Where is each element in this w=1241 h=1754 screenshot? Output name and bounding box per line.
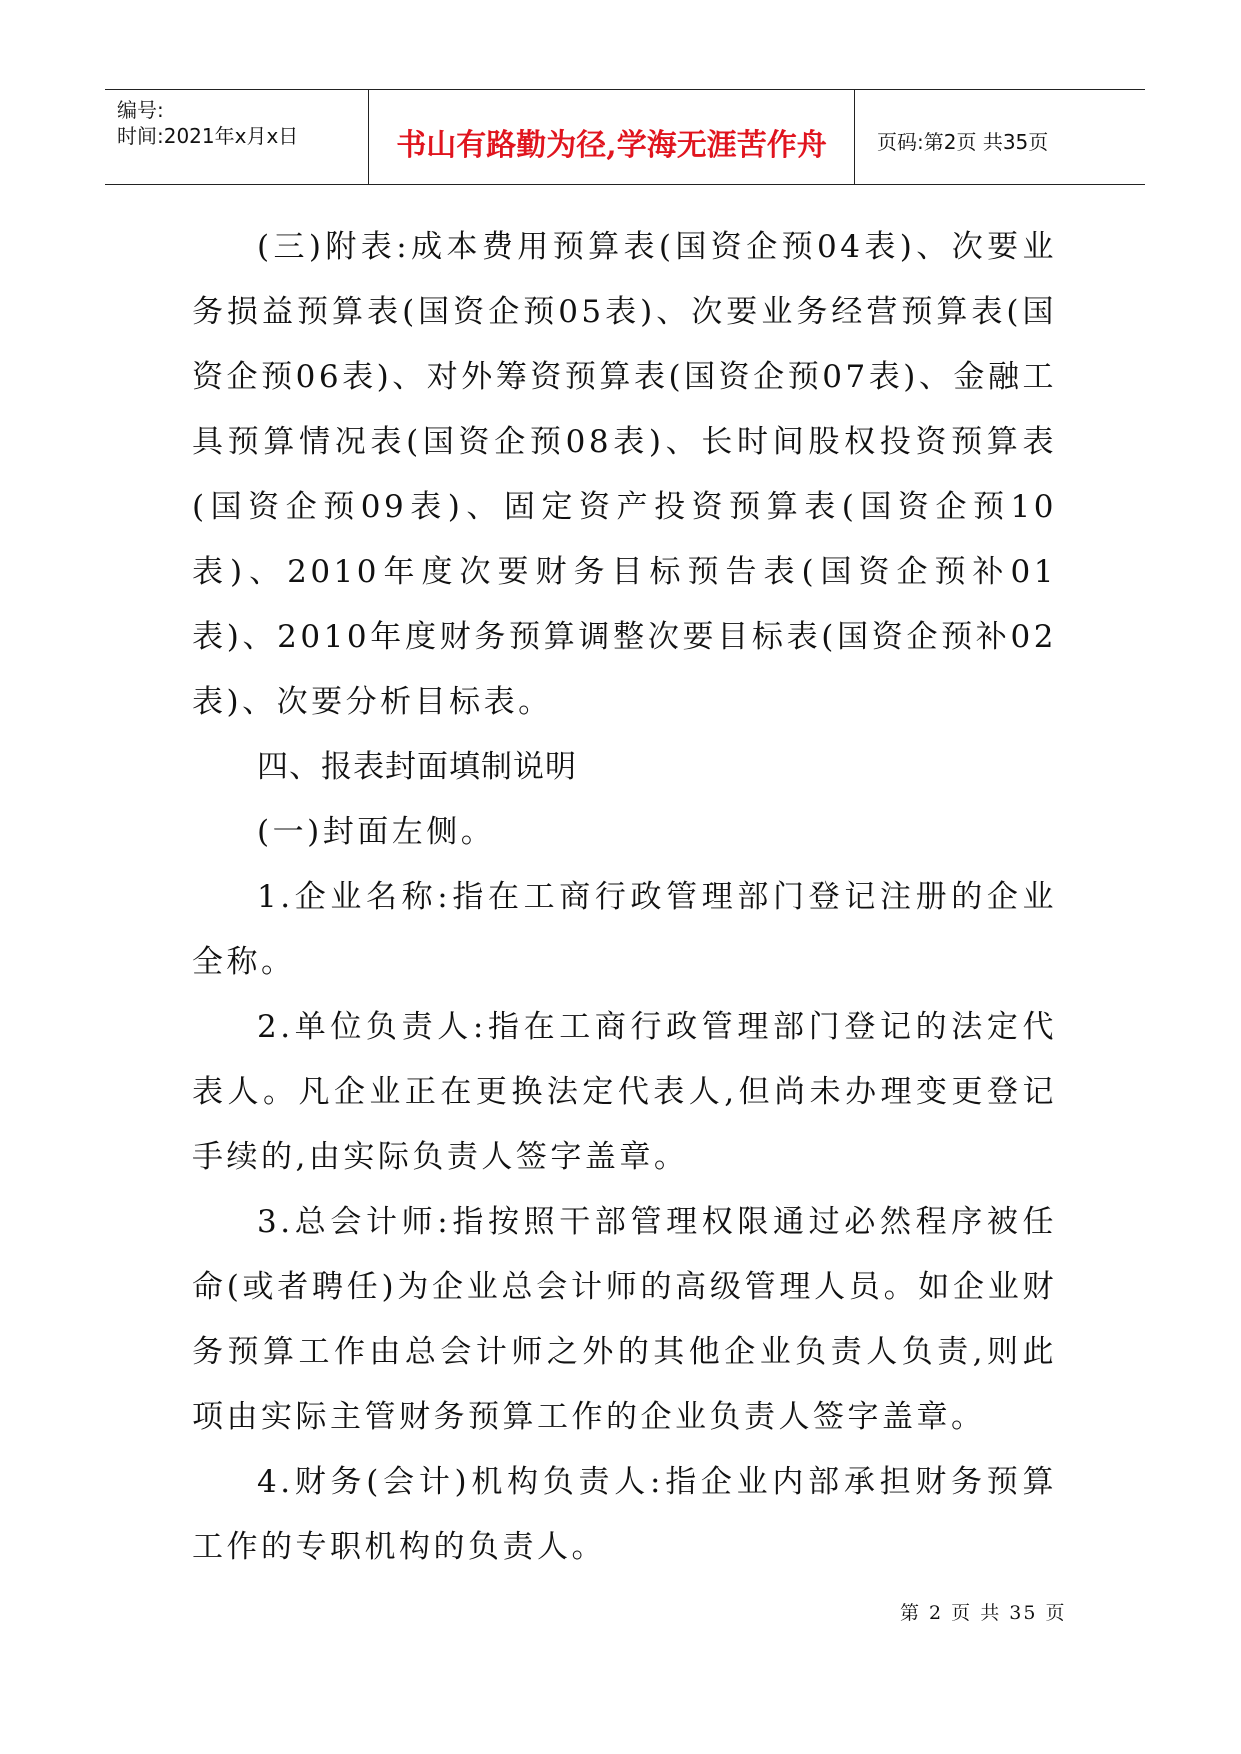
page-header-table — [105, 89, 1145, 185]
paragraph-chief-accountant: 3.总会计师:指按照干部管理权限通过必然程序被任命(或者聘任)为企业总会计师的高级管理人员。如企业财务预算工作由总会计师之外的其他企业负责人负责,则此项由实际主管财务预算工作的企业负责人签字盖章。 — [192, 1204, 1057, 1435]
header-motto: 书山有路勤为径,学海无涯苦作舟 — [396, 128, 827, 163]
paragraph-company-name: 1.企业名称:指在工商行政管理部门登记注册的企业全称。 — [192, 879, 1057, 980]
header-meta-cell — [105, 90, 368, 184]
header-page-number: 页码:第2页 共35页 — [877, 130, 1049, 154]
subheading-cover-left: (一)封面左侧。 — [257, 814, 496, 850]
document-number-label: 编号: — [117, 98, 164, 122]
header-motto-cell — [368, 90, 855, 184]
section-heading-cover-instructions: 四、报表封面填制说明 — [257, 749, 577, 785]
header-page-cell — [855, 90, 1145, 184]
paragraph-finance-head: 4.财务(会计)机构负责人:指企业内部承担财务预算工作的专职机构的负责人。 — [192, 1464, 1057, 1565]
paragraph-appendix-tables: (三)附表:成本费用预算表(国资企预04表)、次要业务损益预算表(国资企预05表)、次要业务经营预算表(国资企预06表)、对外筹资预算表(国资企预07表)、金融工具预算情况表(国资企预08表)、长时间股权投资预算表(国资企预09表)、固定资产投资预算表(国资企预10表)、2010年度次要财务目标预告表(国资企预补01表)、2010年度财务预算调整次要目标表(国资企预补02表)、次要分析目标表。 — [192, 229, 1057, 720]
paragraph-unit-head: 2.单位负责人:指在工商行政管理部门登记的法定代表人。凡企业正在更换法定代表人,但尚未办理变更登记手续的,由实际负责人签字盖章。 — [192, 1009, 1057, 1175]
page-footer-number: 第 2 页 共 35 页 — [900, 1602, 1067, 1624]
document-time-label: 时间:2021年x月x日 — [117, 124, 299, 148]
document-body — [192, 215, 1057, 1580]
